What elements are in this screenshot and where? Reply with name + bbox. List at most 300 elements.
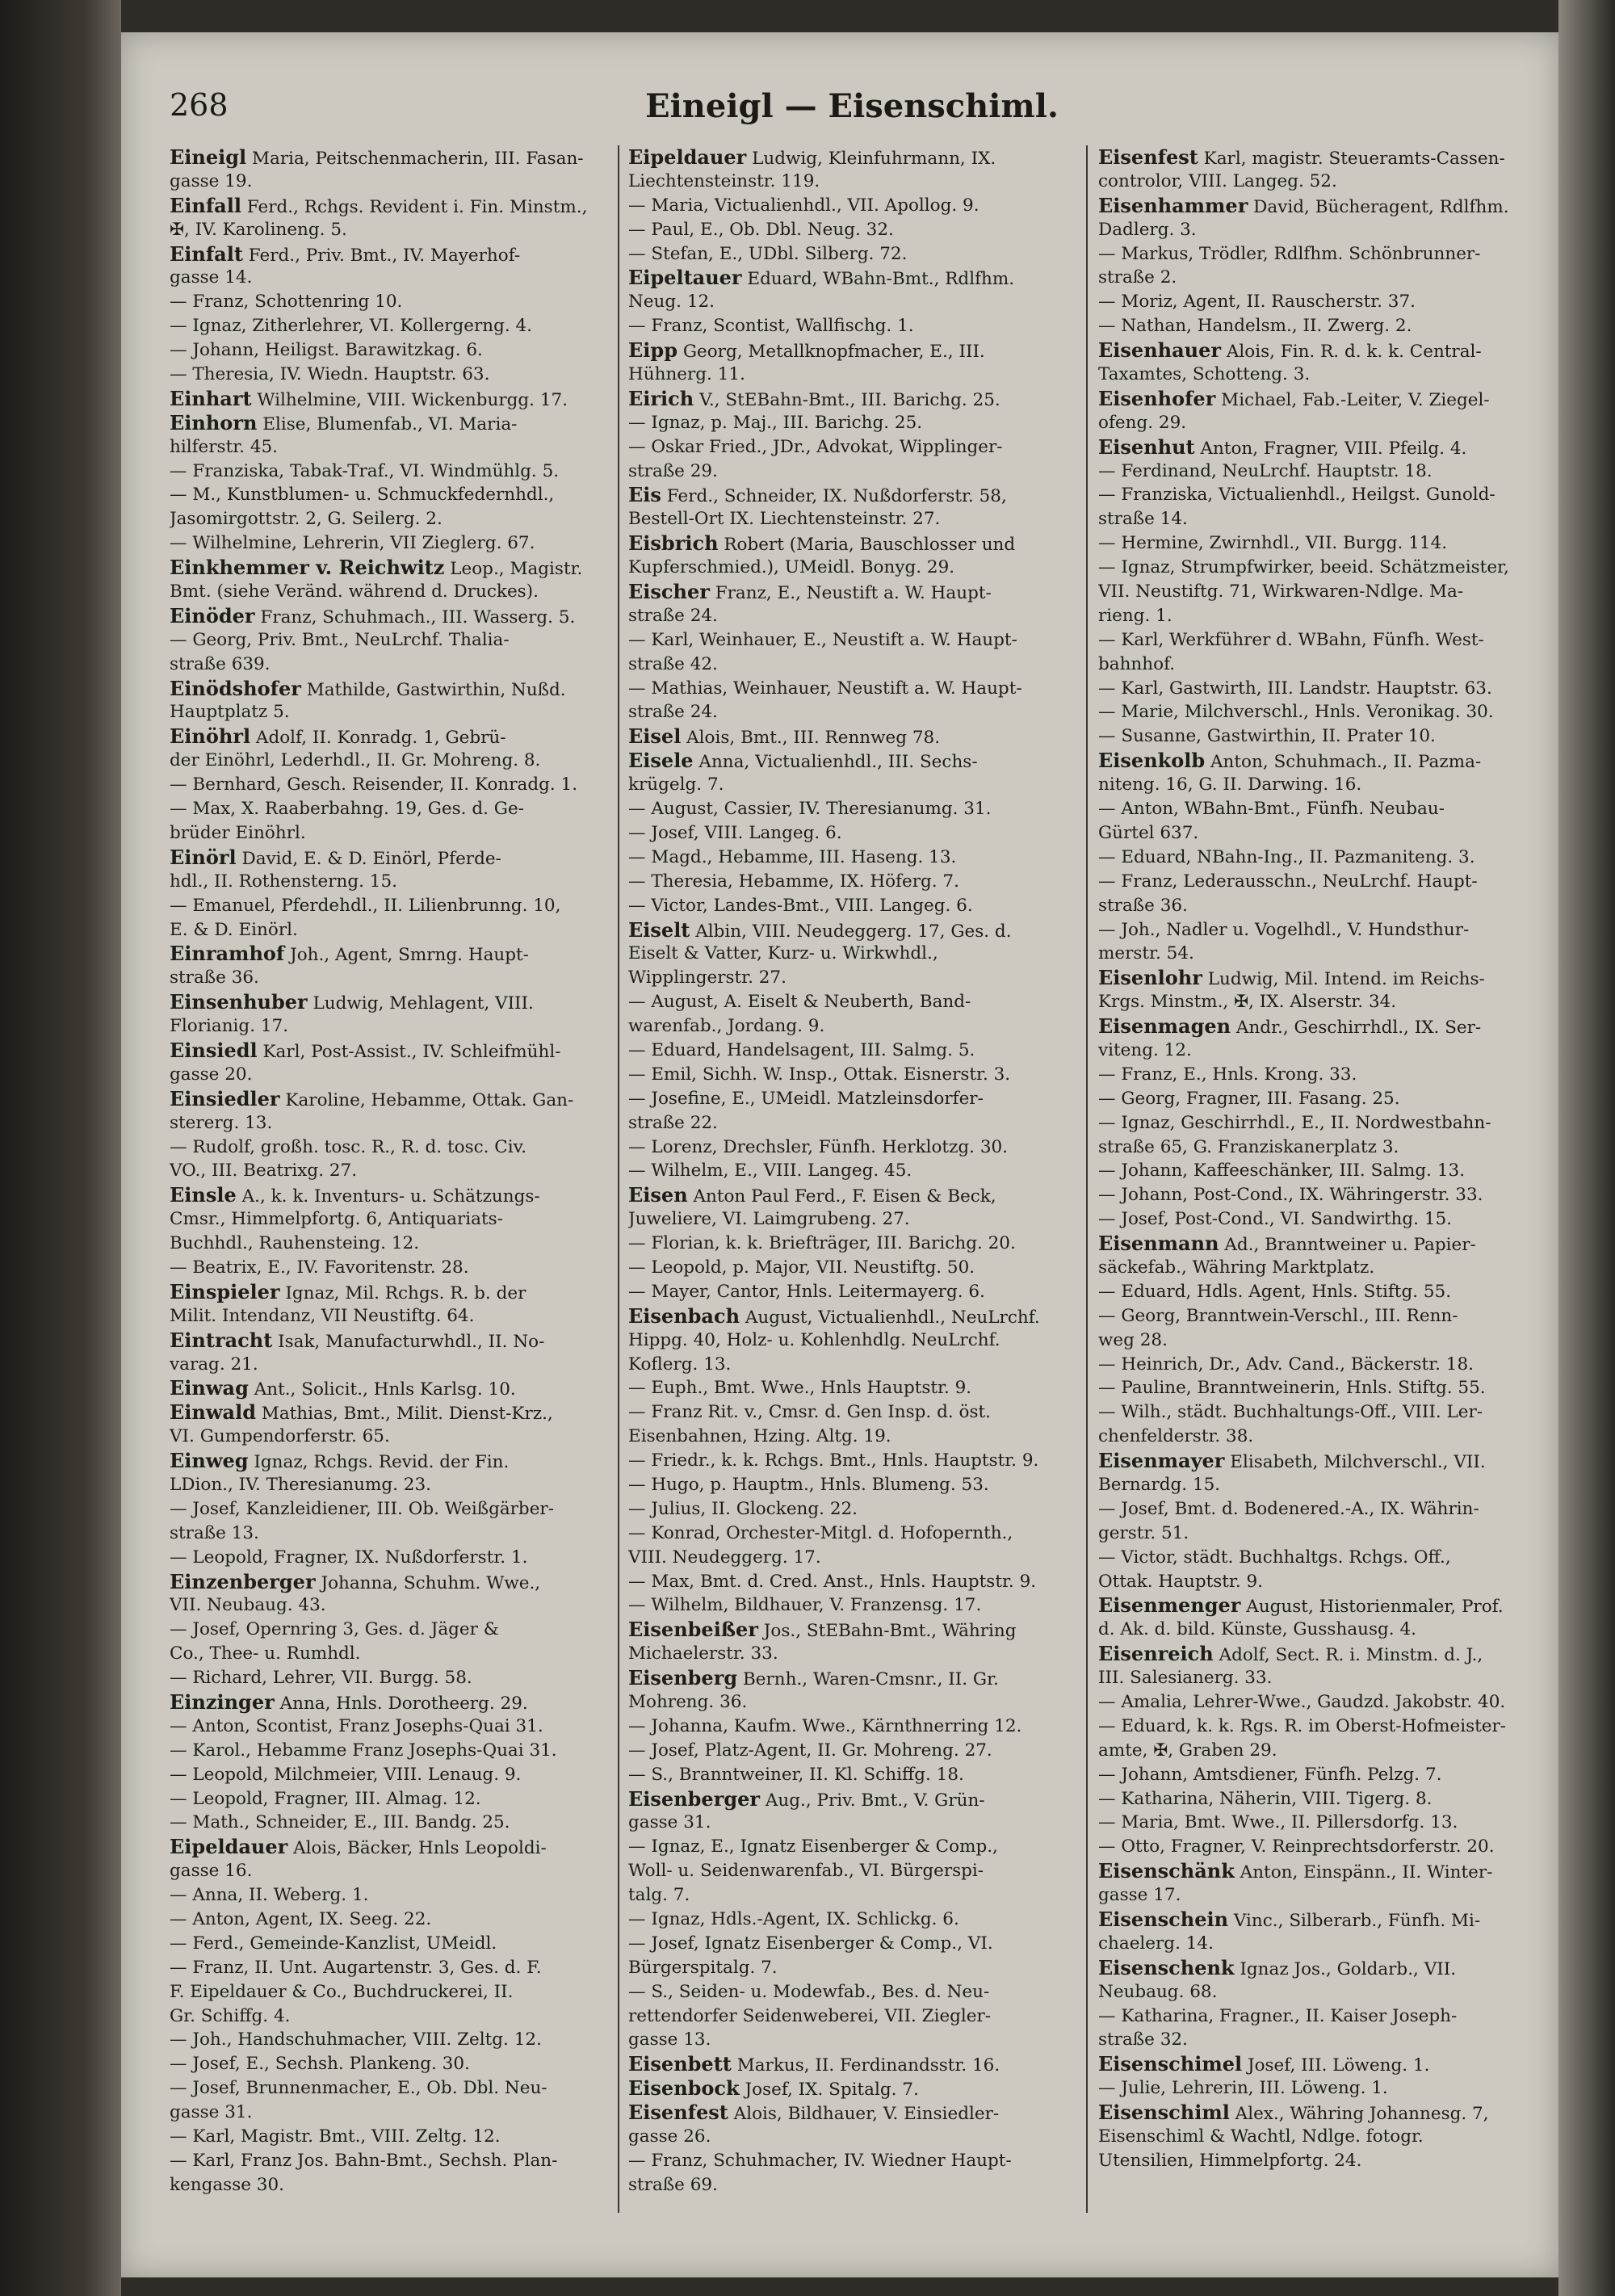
directory-entry-line bbox=[170, 1353, 622, 1377]
entry-text: Joh., Agent, Smrng. Haupt- bbox=[284, 945, 529, 966]
entry-text: kengasse 30. bbox=[170, 2174, 284, 2195]
directory-entry-line bbox=[628, 531, 1080, 556]
directory-entry-line bbox=[1098, 1207, 1550, 1232]
entry-text: — Karl, Werkführer d. WBahn, Fünfh. West- bbox=[1098, 629, 1484, 650]
directory-entry-line bbox=[170, 653, 622, 677]
entry-text: VII. Neubaug. 43. bbox=[170, 1595, 326, 1616]
entry-text: — Mayer, Cantor, Hnls. Leitermayerg. 6. bbox=[628, 1281, 985, 1302]
directory-entry-line bbox=[1098, 1159, 1550, 1183]
directory-entry-line bbox=[628, 266, 1080, 290]
entry-text: — Josef, Post-Cond., VI. Sandwirthg. 15. bbox=[1098, 1209, 1453, 1230]
directory-entry-line bbox=[1098, 700, 1550, 724]
entry-text: — Wilh., städt. Buchhaltungs-Off., VIII. Ler- bbox=[1098, 1402, 1483, 1423]
running-head: Eineigl — Eisenschiml. bbox=[645, 87, 1059, 125]
directory-entry-line bbox=[628, 460, 1080, 484]
entry-text: — Bernhard, Gesch. Reisender, II. Konradg. 1. bbox=[170, 774, 578, 795]
entry-text: — Marie, Milchverschl., Hnls. Veronikag. 30. bbox=[1098, 702, 1494, 723]
entry-text: — Leopold, p. Major, VII. Neustiftg. 50. bbox=[628, 1257, 975, 1278]
directory-entry-line bbox=[170, 1666, 622, 1690]
entry-text: Karoline, Hebamme, Ottak. Gan- bbox=[279, 1089, 574, 1110]
directory-entry-line bbox=[628, 483, 1080, 507]
directory-entry-line bbox=[170, 314, 622, 338]
directory-entry-line bbox=[170, 1425, 622, 1449]
entry-text: — Leopold, Fragner, III. Almag. 12. bbox=[170, 1788, 481, 1809]
entry-text: controlor, VIII. Langeg. 52. bbox=[1098, 170, 1337, 191]
entry-text: Adolf, Sect. R. i. Minstm. d. J., bbox=[1213, 1645, 1483, 1666]
entry-text: — Katharina, Fragner., II. Kaiser Joseph- bbox=[1098, 2005, 1458, 2026]
directory-entry-line bbox=[170, 435, 622, 460]
directory-entry-line bbox=[1098, 1473, 1550, 1497]
directory-entry-line bbox=[170, 145, 622, 170]
entry-text: Hühnerg. 11. bbox=[628, 364, 745, 385]
directory-entry-line bbox=[628, 2076, 1080, 2101]
entry-text: Cmsr., Himmelpfortg. 6, Antiquariats- bbox=[170, 1209, 503, 1230]
directory-entry-line bbox=[170, 1522, 622, 1546]
surname-heading: Eisenbeißer bbox=[628, 1618, 758, 1642]
entry-text: Dadlerg. 3. bbox=[1098, 219, 1197, 240]
directory-entry-line bbox=[170, 338, 622, 363]
directory-entry-line bbox=[1098, 846, 1550, 870]
entry-text: — Joh., Nadler u. Vogelhdl., V. Hundsthur- bbox=[1098, 919, 1470, 940]
directory-entry-line bbox=[1098, 628, 1550, 653]
entry-text: Florianig. 17. bbox=[170, 1016, 289, 1037]
entry-text: — Josefine, E., UMeidl. Matzleinsdorfer- bbox=[628, 1088, 984, 1109]
entry-text: — Josef, Opernring 3, Ges. d. Jäger & bbox=[170, 1619, 499, 1640]
entry-text: d. Ak. d. bild. Künste, Gusshausg. 4. bbox=[1098, 1619, 1416, 1640]
entry-text: — Beatrix, E., IV. Favoritenstr. 28. bbox=[170, 1257, 469, 1278]
entry-text: August, Victualienhdl., NeuLrchf. bbox=[740, 1307, 1040, 1328]
entry-text: — Karol., Hebamme Franz Josephs-Quai 31. bbox=[170, 1740, 557, 1761]
directory-entry-line bbox=[1098, 170, 1550, 194]
entry-text: ✠, IV. Karolineng. 5. bbox=[170, 219, 347, 240]
entry-text: gasse 14. bbox=[170, 267, 253, 288]
entry-text: — Susanne, Gastwirthin, II. Prater 10. bbox=[1098, 726, 1436, 747]
directory-entry-line bbox=[628, 1787, 1080, 1811]
surname-heading: Einspieler bbox=[170, 1279, 280, 1303]
directory-entry-line bbox=[170, 1449, 622, 1473]
entry-text: — Oskar Fried., JDr., Advokat, Wipplinger- bbox=[628, 436, 1003, 457]
entry-text: — Amalia, Lehrer-Wwe., Gaudzd. Jakobstr. 40. bbox=[1098, 1692, 1506, 1712]
directory-entry-line bbox=[170, 1232, 622, 1256]
entry-text: Franz, E., Neustift a. W. Haupt- bbox=[709, 583, 992, 604]
directory-entry-line bbox=[628, 628, 1080, 653]
entry-text: — Eduard, Hdls. Agent, Hnls. Stiftg. 55. bbox=[1098, 1281, 1452, 1302]
directory-entry-line bbox=[628, 749, 1080, 773]
directory-entry-line bbox=[628, 1618, 1080, 1642]
directory-entry-line bbox=[1098, 1376, 1550, 1400]
entry-text: — Josef, VIII. Langeg. 6. bbox=[628, 822, 842, 843]
entry-text: straße 36. bbox=[170, 968, 259, 988]
surname-heading: Eisenberger bbox=[628, 1786, 761, 1811]
directory-entry-line bbox=[628, 1304, 1080, 1328]
entry-text: — Josef, Platz-Agent, II. Gr. Mohreng. 27. bbox=[628, 1740, 992, 1761]
directory-entry-line bbox=[170, 1835, 622, 1859]
column-middle bbox=[628, 145, 1080, 2197]
entry-text: Jos., StEBahn-Bmt., Währing bbox=[757, 1621, 1017, 1642]
entry-text: Adolf, II. Konradg. 1, Gebrü- bbox=[250, 728, 506, 749]
directory-entry-line bbox=[628, 1111, 1080, 1135]
surname-heading: Eisenlohr bbox=[1098, 966, 1202, 990]
entry-text: Alex., Währing Johannesg. 7, bbox=[1229, 2104, 1489, 2125]
entry-text: straße 639. bbox=[170, 653, 271, 674]
entry-text: straße 32. bbox=[1098, 2029, 1188, 2050]
entry-text: August, Historienmaler, Prof. bbox=[1240, 1597, 1504, 1618]
entry-text: rettendorfer Seidenweberei, VII. Ziegler- bbox=[628, 2005, 992, 2026]
surname-heading: Einsiedl bbox=[170, 1038, 258, 1062]
directory-entry-line bbox=[628, 1859, 1080, 1883]
entry-text: Milit. Intendanz, VII Neustiftg. 64. bbox=[170, 1305, 475, 1326]
surname-heading: Eisele bbox=[628, 749, 694, 773]
entry-text: straße 69. bbox=[628, 2174, 718, 2195]
entry-text: straße 22. bbox=[628, 1112, 718, 1133]
directory-entry-line bbox=[628, 314, 1080, 338]
directory-entry-line bbox=[170, 1497, 622, 1522]
directory-entry-line bbox=[170, 194, 622, 218]
entry-text: Michaelerstr. 33. bbox=[628, 1643, 778, 1664]
entry-text: Ignaz, Mil. Rchgs. R. b. der bbox=[279, 1282, 526, 1303]
directory-entry-line bbox=[170, 990, 622, 1014]
entry-text: Anna, Victualienhdl., III. Sechs- bbox=[693, 752, 978, 773]
surname-heading: Einzenberger bbox=[170, 1569, 316, 1593]
directory-entry-line bbox=[1098, 1183, 1550, 1207]
surname-heading: Eisenmenger bbox=[1098, 1593, 1241, 1618]
directory-entry-line bbox=[1098, 1883, 1550, 1908]
directory-entry-line bbox=[1098, 1135, 1550, 1160]
entry-text: Mohreng. 36. bbox=[628, 1692, 748, 1712]
directory-entry-line bbox=[170, 1859, 622, 1883]
entry-text: — Anton, WBahn-Bmt., Fünfh. Neubau- bbox=[1098, 799, 1445, 820]
entry-text: Bernardg. 15. bbox=[1098, 1474, 1221, 1495]
directory-entry-line bbox=[1098, 1522, 1550, 1546]
directory-entry-line bbox=[1098, 145, 1550, 170]
surname-heading: Eisenreich bbox=[1098, 1642, 1214, 1666]
entry-text: — August, A. Eiselt & Neuberth, Band- bbox=[628, 992, 971, 1013]
directory-entry-line bbox=[628, 1425, 1080, 1449]
directory-entry-line bbox=[1098, 1039, 1550, 1063]
directory-entry-line bbox=[170, 1473, 622, 1497]
entry-text: — Ignaz, Zitherlehrer, VI. Kollergerng. 4. bbox=[170, 316, 533, 337]
entry-text: VI. Gumpendorferstr. 65. bbox=[170, 1426, 390, 1447]
directory-entry-line bbox=[1098, 1256, 1550, 1280]
entry-text: — Otto, Fragner, V. Reinprechtsdorferstr. 20. bbox=[1098, 1836, 1495, 1857]
entry-text: — Franziska, Tabak-Traf., VI. Windmühlg. 5. bbox=[170, 460, 560, 481]
entry-text: Elise, Blumenfab., VI. Maria- bbox=[257, 413, 518, 434]
entry-text: säckefab., Währing Marktplatz. bbox=[1098, 1257, 1375, 1278]
directory-entry-line bbox=[1098, 1304, 1550, 1328]
entry-text: — Ignaz, Geschirrhdl., E., II. Nordwestbahn- bbox=[1098, 1112, 1491, 1133]
directory-entry-line bbox=[1098, 1835, 1550, 1859]
entry-text: — Ferdinand, NeuLrchf. Hauptstr. 18. bbox=[1098, 460, 1433, 481]
directory-entry-line bbox=[170, 290, 622, 314]
entry-text: — Josef, E., Sechsh. Plankeng. 30. bbox=[170, 2054, 470, 2075]
directory-entry-line bbox=[628, 846, 1080, 870]
entry-text: straße 13. bbox=[170, 1522, 259, 1543]
entry-text: — Maria, Bmt. Wwe., II. Pillersdorfg. 13. bbox=[1098, 1812, 1458, 1833]
directory-entry-line bbox=[170, 1183, 622, 1207]
directory-entry-line bbox=[1098, 290, 1550, 314]
entry-text: — Franz, Schottenring 10. bbox=[170, 292, 403, 313]
surname-heading: Eis bbox=[628, 483, 661, 507]
directory-entry-line bbox=[628, 1956, 1080, 1980]
directory-entry-line bbox=[1098, 460, 1550, 484]
directory-entry-line bbox=[170, 1256, 622, 1280]
directory-entry-line bbox=[170, 460, 622, 484]
entry-text: gasse 17. bbox=[1098, 1885, 1181, 1906]
entry-text: straße 36. bbox=[1098, 895, 1188, 916]
entry-text: — Wilhelm, Bildhauer, V. Franzensg. 17. bbox=[628, 1595, 982, 1616]
directory-entry-line bbox=[170, 749, 622, 773]
directory-entry-line bbox=[628, 1400, 1080, 1425]
surname-heading: Einsenhuber bbox=[170, 990, 308, 1014]
entry-text: — Rudolf, großh. tosc. R., R. d. tosc. Civ. bbox=[170, 1136, 527, 1157]
directory-entry-line bbox=[628, 194, 1080, 218]
entry-text: Ignaz, Rchgs. Revid. der Fin. bbox=[248, 1452, 510, 1473]
directory-entry-line bbox=[1098, 1280, 1550, 1304]
entry-text: VIII. Neudeggerg. 17. bbox=[628, 1547, 821, 1568]
directory-entry-line bbox=[1098, 918, 1550, 942]
directory-entry-line bbox=[170, 773, 622, 797]
entry-text: gasse 31. bbox=[170, 2102, 253, 2123]
entry-text: Ad., Branntweiner u. Papier- bbox=[1219, 1235, 1476, 1256]
directory-entry-line bbox=[170, 1063, 622, 1087]
entry-text: — Karl, Franz Jos. Bahn-Bmt., Sechsh. Plan- bbox=[170, 2150, 558, 2171]
directory-entry-line bbox=[628, 1063, 1080, 1087]
entry-text: merstr. 54. bbox=[1098, 943, 1194, 964]
entry-text: krügelg. 7. bbox=[628, 774, 724, 795]
entry-text: — Nathan, Handelsm., II. Zwerg. 2. bbox=[1098, 316, 1412, 337]
directory-entry-line bbox=[1098, 1690, 1550, 1715]
entry-text: Anton, Fragner, VIII. Pfeilg. 4. bbox=[1194, 438, 1467, 459]
surname-heading: Einwag bbox=[170, 1376, 249, 1400]
entry-text: — Franz, Schuhmacher, IV. Wiedner Haupt- bbox=[628, 2150, 1012, 2171]
directory-entry-line bbox=[170, 2149, 622, 2173]
page-number: 268 bbox=[170, 87, 229, 123]
directory-entry-line bbox=[170, 1956, 622, 1980]
directory-entry-line bbox=[1098, 1111, 1550, 1135]
directory-entry-line bbox=[628, 1522, 1080, 1546]
directory-entry-line bbox=[1098, 363, 1550, 387]
entry-text: Robert (Maria, Bauschlosser und bbox=[718, 535, 1016, 556]
directory-entry-line bbox=[1098, 870, 1550, 894]
entry-text: Georg, Metallknopfmacher, E., III. bbox=[677, 342, 985, 363]
surname-heading: Eisenhauer bbox=[1098, 338, 1222, 363]
entry-text: Hippg. 40, Holz- u. Kohlenhdlg. NeuLrchf. bbox=[628, 1329, 1000, 1350]
entry-text: Anton, Einspänn., II. Winter- bbox=[1234, 1862, 1493, 1883]
surname-heading: Einkhemmer v. Reichwitz bbox=[170, 556, 445, 580]
entry-text: straße 14. bbox=[1098, 509, 1188, 530]
directory-entry-line bbox=[170, 821, 622, 846]
entry-text: gasse 26. bbox=[628, 2126, 711, 2147]
entry-text: straße 24. bbox=[628, 702, 718, 723]
directory-entry-line bbox=[1098, 1570, 1550, 1594]
surname-heading: Eisel bbox=[628, 724, 682, 749]
entry-text: Anna, Hnls. Dorotheerg. 29. bbox=[274, 1694, 528, 1714]
directory-entry-line bbox=[1098, 724, 1550, 749]
entry-text: Eduard, WBahn-Bmt., Rdlfhm. bbox=[741, 269, 1015, 290]
directory-entry-line bbox=[170, 1763, 622, 1787]
directory-entry-line bbox=[170, 1304, 622, 1328]
directory-entry-line bbox=[170, 1593, 622, 1618]
entry-text: — Hermine, Zwirnhdl., VII. Burgg. 114. bbox=[1098, 533, 1448, 554]
surname-heading: Eipeldauer bbox=[628, 145, 747, 169]
directory-entry-line bbox=[1098, 1859, 1550, 1883]
surname-heading: Eisenhofer bbox=[1098, 386, 1216, 410]
entry-text: LDion., IV. Theresianumg. 23. bbox=[170, 1474, 431, 1495]
entry-text: — Magd., Hebamme, III. Haseng. 13. bbox=[628, 846, 957, 867]
entry-text: — Theresia, Hebamme, IX. Höferg. 7. bbox=[628, 871, 959, 892]
entry-text: Gr. Schiffg. 4. bbox=[170, 2005, 291, 2026]
entry-text: — Friedr., k. k. Rchgs. Bmt., Hnls. Hauptstr. 9. bbox=[628, 1450, 1039, 1471]
entry-text: varag. 21. bbox=[170, 1354, 258, 1375]
entry-text: Taxamtes, Schotteng. 3. bbox=[1098, 364, 1311, 385]
directory-entry-line bbox=[170, 170, 622, 194]
entry-text: — Emanuel, Pferdehdl., II. Lilienbrunng. 10, bbox=[170, 895, 561, 916]
surname-heading: Eipp bbox=[628, 338, 677, 363]
entry-text: — Hugo, p. Hauptm., Hnls. Blumeng. 53. bbox=[628, 1474, 989, 1495]
directory-entry-line bbox=[170, 1159, 622, 1183]
entry-text: Alois, Bmt., III. Rennweg 78. bbox=[681, 728, 941, 749]
directory-entry-line bbox=[628, 1835, 1080, 1859]
directory-entry-line bbox=[170, 2028, 622, 2052]
surname-heading: Einhart bbox=[170, 386, 252, 410]
directory-entry-line bbox=[170, 2125, 622, 2149]
entry-text: — Josef, Ignatz Eisenberger & Comp., VI. bbox=[628, 1933, 993, 1954]
directory-entry-line bbox=[1098, 1497, 1550, 1522]
directory-entry-line bbox=[1098, 1956, 1550, 1980]
entry-text: — Karl, Magistr. Bmt., VIII. Zeltg. 12. bbox=[170, 2126, 501, 2147]
entry-text: bahnhof. bbox=[1098, 653, 1176, 674]
directory-entry-line bbox=[628, 1546, 1080, 1570]
directory-entry-line bbox=[1098, 653, 1550, 677]
entry-text: Neubaug. 68. bbox=[1098, 1981, 1218, 2002]
entry-text: — Theresia, IV. Wiedn. Hauptstr. 63. bbox=[170, 364, 490, 385]
directory-entry-line bbox=[1098, 1425, 1550, 1449]
directory-entry-line bbox=[628, 242, 1080, 267]
column-right bbox=[1098, 145, 1550, 2173]
entry-text: III. Salesianerg. 33. bbox=[1098, 1668, 1273, 1689]
entry-text: VO., III. Beatrixg. 27. bbox=[170, 1161, 358, 1182]
entry-text: straße 24. bbox=[628, 605, 718, 626]
directory-entry-line bbox=[628, 170, 1080, 194]
directory-entry-line bbox=[628, 435, 1080, 460]
entry-text: Eisenschiml & Wachtl, Ndlge. fotogr. bbox=[1098, 2126, 1424, 2147]
directory-entry-line bbox=[628, 1256, 1080, 1280]
directory-entry-line bbox=[628, 556, 1080, 580]
directory-entry-line bbox=[1098, 338, 1550, 363]
directory-entry-line bbox=[628, 1087, 1080, 1111]
directory-entry-line bbox=[170, 942, 622, 966]
entry-text: — Mathias, Weinhauer, Neustift a. W. Haupt- bbox=[628, 678, 1022, 699]
entry-text: straße 2. bbox=[1098, 267, 1177, 288]
directory-entry-line bbox=[1098, 942, 1550, 966]
surname-heading: Einödshofer bbox=[170, 676, 301, 700]
directory-entry-line bbox=[1098, 1811, 1550, 1835]
entry-text: Ottak. Hauptstr. 9. bbox=[1098, 1571, 1264, 1592]
entry-text: Wipplingerstr. 27. bbox=[628, 968, 787, 988]
entry-text: — Karl, Weinhauer, E., Neustift a. W. Haupt- bbox=[628, 629, 1017, 650]
surname-heading: Eipeltauer bbox=[628, 266, 742, 290]
directory-entry-line bbox=[1098, 1932, 1550, 1956]
surname-heading: Einsle bbox=[170, 1183, 237, 1207]
directory-entry-line bbox=[628, 1811, 1080, 1835]
entry-text: — Johanna, Kaufm. Wwe., Kärnthnerring 12. bbox=[628, 1715, 1022, 1736]
entry-text: — Anna, II. Weberg. 1. bbox=[170, 1885, 369, 1906]
directory-entry-line bbox=[170, 628, 622, 653]
directory-entry-line bbox=[1098, 1618, 1550, 1642]
directory-entry-line bbox=[1098, 580, 1550, 604]
directory-entry-line bbox=[170, 1280, 622, 1304]
directory-entry-line bbox=[628, 411, 1080, 435]
directory-entry-line bbox=[170, 1014, 622, 1039]
surname-heading: Eisenschein bbox=[1098, 1908, 1229, 1932]
entry-text: — Julius, II. Glockeng. 22. bbox=[628, 1498, 858, 1519]
entry-text: — Eduard, k. k. Rgs. R. im Oberst-Hofmeister- bbox=[1098, 1715, 1507, 1736]
entry-text: Krgs. Minstm., ✠, IX. Alserstr. 34. bbox=[1098, 992, 1397, 1013]
entry-text: — Franziska, Victualienhdl., Heilgst. Gunold- bbox=[1098, 485, 1495, 506]
directory-entry-line bbox=[170, 266, 622, 290]
entry-text: Gürtel 637. bbox=[1098, 822, 1199, 843]
directory-entry-line bbox=[1098, 194, 1550, 218]
directory-entry-line bbox=[1098, 1328, 1550, 1353]
entry-text: F. Eipeldauer & Co., Buchdruckerei, II. bbox=[170, 1981, 514, 2002]
directory-entry-line bbox=[170, 966, 622, 990]
directory-entry-line bbox=[170, 556, 622, 580]
surname-heading: Einhorn bbox=[170, 410, 258, 434]
directory-entry-line bbox=[628, 290, 1080, 314]
entry-text: Elisabeth, Milchverschl., VII. bbox=[1224, 1452, 1486, 1473]
entry-text: Utensilien, Himmelpfortg. 24. bbox=[1098, 2150, 1362, 2171]
directory-entry-line bbox=[170, 1787, 622, 1811]
entry-text: — Ignaz, Strumpfwirker, beeid. Schätzmeister, bbox=[1098, 557, 1509, 578]
directory-entry-line bbox=[170, 2004, 622, 2029]
directory-entry-line bbox=[1098, 2076, 1550, 2101]
directory-entry-line bbox=[170, 1400, 622, 1425]
surname-heading: Eisenschiml bbox=[1098, 2101, 1230, 2125]
directory-entry-line bbox=[1098, 1232, 1550, 1256]
directory-entry-line bbox=[628, 1593, 1080, 1618]
entry-text: Bestell-Ort IX. Liechtensteinstr. 27. bbox=[628, 509, 941, 530]
directory-entry-line bbox=[628, 2125, 1080, 2149]
directory-entry-line bbox=[628, 821, 1080, 846]
entry-text: hilferstr. 45. bbox=[170, 436, 279, 457]
entry-text: — Joh., Handschuhmacher, VIII. Zeltg. 12. bbox=[170, 2029, 542, 2050]
directory-entry-line bbox=[628, 724, 1080, 749]
directory-entry-line bbox=[628, 990, 1080, 1014]
directory-entry-line bbox=[628, 1715, 1080, 1739]
entry-text: Markus, II. Ferdinandsstr. 16. bbox=[731, 2055, 1000, 2076]
entry-text: Andr., Geschirrhdl., IX. Ser- bbox=[1231, 1018, 1482, 1039]
entry-text: Ludwig, Kleinfuhrmann, IX. bbox=[746, 149, 996, 169]
entry-text: Hauptplatz 5. bbox=[170, 702, 290, 723]
directory-entry-line bbox=[170, 1980, 622, 2004]
entry-text: Ludwig, Mil. Intend. im Reichs- bbox=[1202, 969, 1485, 990]
entry-text: Liechtensteinstr. 119. bbox=[628, 170, 820, 191]
directory-entry-line bbox=[628, 700, 1080, 724]
surname-heading: Einramhof bbox=[170, 942, 285, 966]
entry-text: gasse 31. bbox=[628, 1812, 711, 1833]
directory-entry-line bbox=[628, 2052, 1080, 2076]
entry-text: VII. Neustiftg. 71, Wirkwaren-Ndlge. Ma- bbox=[1098, 581, 1464, 602]
directory-entry-line bbox=[170, 1111, 622, 1135]
entry-text: — S., Seiden- u. Modewfab., Bes. d. Neu- bbox=[628, 1981, 990, 2002]
directory-entry-line bbox=[628, 1739, 1080, 1763]
directory-entry-line bbox=[628, 1570, 1080, 1594]
entry-text: — Richard, Lehrer, VII. Burgg. 58. bbox=[170, 1668, 472, 1689]
entry-text: — Franz Rit. v., Cmsr. d. Gen Insp. d. öst. bbox=[628, 1402, 991, 1423]
entry-text: — Johann, Amtsdiener, Fünfh. Pelzg. 7. bbox=[1098, 1764, 1442, 1785]
surname-heading: Eisenschimel bbox=[1098, 2052, 1243, 2076]
entry-text: — Julie, Lehrerin, III. Löweng. 1. bbox=[1098, 2078, 1388, 2099]
